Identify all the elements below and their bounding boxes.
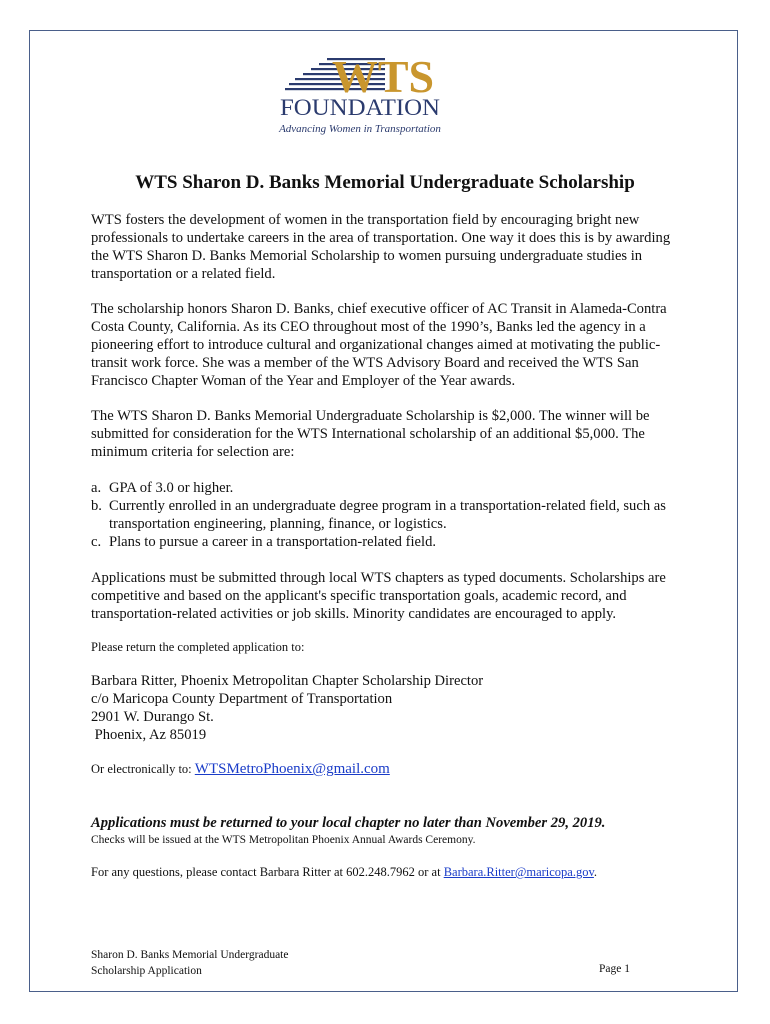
questions-text: For any questions, please contact Barbara Ritter at 602.248.7962 or at — [91, 865, 444, 879]
questions-end: . — [593, 865, 598, 879]
logo-tagline: Advancing Women in Transportation — [279, 123, 441, 135]
criteria-item — [91, 533, 671, 551]
questions-contact — [91, 865, 597, 880]
criteria-item — [91, 479, 671, 497]
criteria-text: Plans to pursue a career in a transportation-related field. — [109, 534, 437, 550]
return-instruction: Please return the completed application to: — [91, 640, 305, 654]
address-line: Barbara Ritter, Phoenix Metropolitan Chapter Scholarship Director — [91, 673, 484, 689]
submission-email-link[interactable]: WTSMetroPhoenix@gmail.com — [194, 761, 390, 777]
document-title: WTS Sharon D. Banks Memorial Undergraduate Scholarship — [135, 172, 635, 193]
criteria-marker: a. — [91, 480, 102, 496]
footer-line: Scholarship Application — [91, 965, 202, 977]
footer-line: Sharon D. Banks Memorial Undergraduate — [91, 949, 289, 961]
criteria-item — [91, 497, 671, 533]
criteria-text: GPA of 3.0 or higher. — [109, 480, 234, 496]
footer-document-name — [91, 947, 288, 979]
ceremony-note: Checks will be issued at the WTS Metropolitan Phoenix Annual Awards Ceremony. — [91, 834, 476, 846]
honors-paragraph: The scholarship honors Sharon D. Banks, chief executive officer of AC Transit in Alameda-Contra Costa County, California. As its CEO throughout most of the 1990’s, Banks led the agency in a pioneering effort to introduce cultural and organizational changes aimed at motivating the public-transit work force. She was a member of the WTS Advisory Board and received the WTS San Francisco Chapter Woman of the Year and Employer of the Year awards. — [91, 301, 667, 389]
amount-paragraph: The WTS Sharon D. Banks Memorial Undergraduate Scholarship is $2,000. The winner will be submitted for consideration for the WTS International scholarship of an additional $5,000. The minimum criteria for selection are: — [91, 408, 650, 460]
criteria-marker: c. — [91, 534, 102, 550]
mailing-address — [91, 672, 483, 744]
logo-wts-letters: WTS — [331, 51, 435, 102]
contact-email-link[interactable]: Barbara.Ritter@maricopa.gov — [443, 865, 594, 879]
criteria-marker: b. — [91, 498, 102, 514]
address-line: Phoenix, Az 85019 — [91, 727, 207, 743]
logo-foundation-word: FOUNDATION — [280, 95, 441, 120]
applications-paragraph: Applications must be submitted through local WTS chapters as typed documents. Scholarships are competitive and based on the applicant's specific transportation goals, academic record, and transportation-related activities or job skills. Minority candidates are encouraged to apply. — [91, 570, 666, 622]
wts-foundation-logo — [275, 48, 445, 140]
criteria-list — [91, 479, 671, 551]
electronic-label: Or electronically to: — [91, 762, 195, 776]
page-number: Page 1 — [599, 963, 630, 975]
logo-graphic — [275, 48, 445, 140]
address-line: 2901 W. Durango St. — [91, 709, 214, 725]
intro-paragraph: WTS fosters the development of women in the transportation field by encouraging bright new professionals to undertake careers in the area of transportation. One way it does this is by awarding the WTS Sharon D. Banks Memorial Scholarship to women pursuing undergraduate studies in transportation or a related field. — [91, 212, 671, 282]
address-line: c/o Maricopa County Department of Transportation — [91, 691, 393, 707]
criteria-text: Currently enrolled in an undergraduate degree program in a transportation-related field, such as transportation engineering, planning, finance, or logistics. — [109, 498, 666, 532]
deadline-notice: Applications must be returned to your local chapter no later than November 29, 2019. — [91, 815, 606, 831]
electronic-submission — [91, 761, 390, 778]
